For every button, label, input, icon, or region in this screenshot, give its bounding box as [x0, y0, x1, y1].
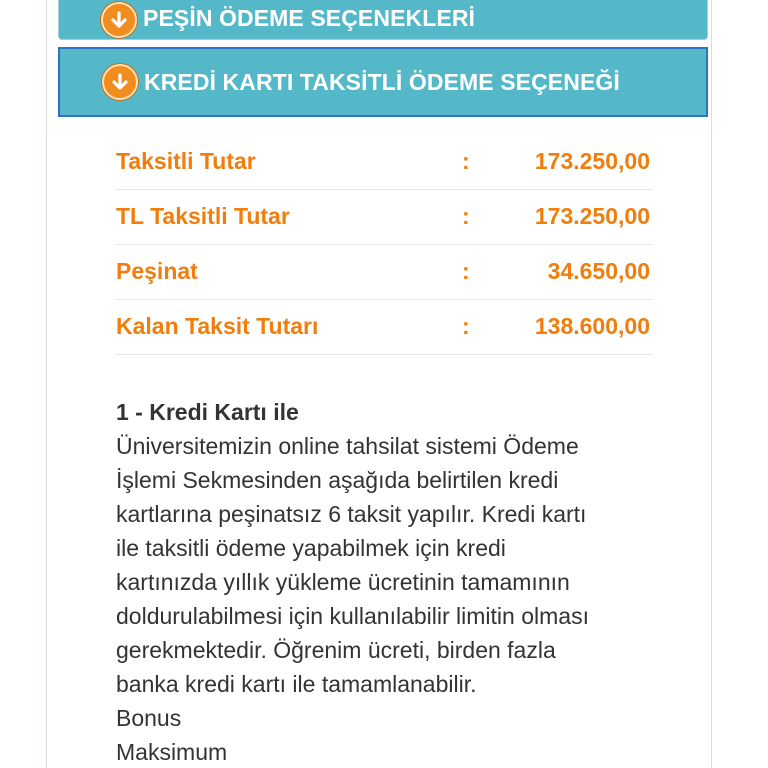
- summary-label: TL Taksitli Tutar: [116, 203, 290, 229]
- info-line: gerekmektedir. Öğrenim ücreti, birden fazla: [116, 637, 556, 663]
- summary-separator: :: [462, 203, 470, 229]
- info-line: kartınızda yıllık yükleme ücretinin tamamının: [116, 569, 570, 595]
- accordion-title-pesin: PEŞİN ÖDEME SEÇENEKLERİ: [143, 4, 476, 31]
- accordion-header-kredi[interactable]: [58, 47, 708, 117]
- summary-row: [116, 135, 652, 190]
- summary-row: [116, 300, 652, 355]
- payment-summary-table: [116, 135, 652, 355]
- card-name-maksimum: Maksimum: [116, 739, 228, 765]
- summary-value: 173.250,00: [534, 203, 650, 229]
- summary-value: 173.250,00: [534, 148, 650, 174]
- accordion-header-pesin[interactable]: [58, 0, 708, 40]
- info-line: Üniversitemizin online tahsilat sistemi Ödeme: [116, 433, 579, 459]
- summary-value: 34.650,00: [547, 258, 650, 284]
- summary-row: [116, 245, 652, 300]
- info-line: banka kredi kartı ile tamamlanabilir.: [116, 671, 477, 697]
- arrow-down-circle-icon: [102, 64, 138, 100]
- summary-separator: :: [462, 148, 470, 174]
- info-line: doldurulabilmesi için kullanılabilir limitin olması: [116, 603, 589, 629]
- summary-label: Kalan Taksit Tutarı: [116, 313, 319, 339]
- accordion-title-kredi: KREDİ KARTI TAKSİTLİ ÖDEME SEÇENEĞİ: [144, 68, 620, 95]
- summary-label: Peşinat: [116, 258, 198, 284]
- summary-row: [116, 190, 652, 245]
- card-name-bonus: Bonus: [116, 705, 182, 731]
- credit-card-info: [116, 395, 676, 768]
- info-line: kartlarına peşinatsız 6 taksit yapılır. Kredi kartı: [116, 501, 587, 527]
- summary-label: Taksitli Tutar: [116, 148, 256, 174]
- summary-separator: :: [462, 258, 470, 284]
- info-line: ile taksitli ödeme yapabilmek için kredi: [116, 535, 506, 561]
- info-line: İşlemi Sekmesinden aşağıda belirtilen kredi: [116, 467, 559, 493]
- info-heading: 1 - Kredi Kartı ile: [116, 399, 299, 425]
- summary-separator: :: [462, 313, 470, 339]
- arrow-down-circle-icon: [101, 2, 137, 38]
- summary-value: 138.600,00: [534, 313, 650, 339]
